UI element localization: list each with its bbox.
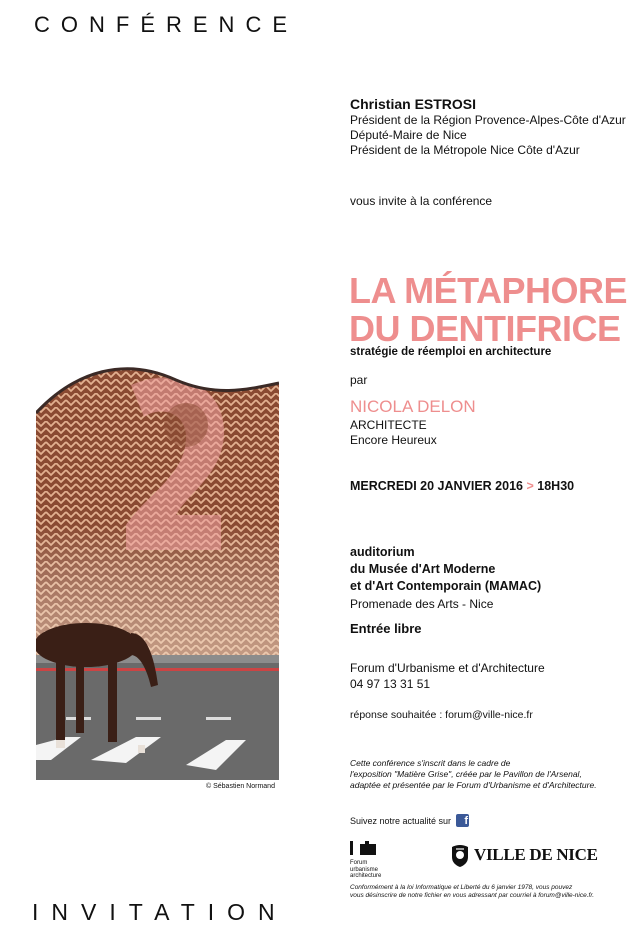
date-separator: > — [526, 479, 534, 493]
venue-address: Promenade des Arts - Nice — [350, 597, 494, 611]
legal-line-2: vous désinscrire de notre fichier en vous adressant par courriel à forum@ville-nice.fr. — [350, 892, 595, 899]
venue-block — [350, 544, 541, 595]
forum-logo — [350, 841, 390, 880]
host-block — [350, 95, 626, 158]
header-word-top: CONFÉRENCE — [34, 12, 299, 37]
note-line-1: Cette conférence s'inscrit dans le cadre de — [350, 758, 511, 768]
venue-line-1: auditorium — [350, 545, 415, 559]
invite-line: vous invite à la conférence — [350, 194, 493, 208]
forum-logo-line-3: architecture — [350, 873, 382, 879]
social-row — [350, 814, 469, 827]
forum-logo-line-1: Forum — [350, 860, 368, 866]
speaker-name: NICOLA DELON — [350, 397, 476, 416]
contact-org: Forum d'Urbanisme et d'Architecture — [350, 661, 545, 675]
title-line-2: DU DENTIFRICE — [349, 308, 621, 349]
facade-photo — [36, 365, 279, 780]
venue-line-2: du Musée d'Art Moderne — [350, 562, 496, 576]
host-title-2: Député-Maire de Nice — [350, 128, 467, 142]
legal-line-1: Conformément à la loi Informatique et Liberté du 6 janvier 1978, vous pouvez — [350, 884, 573, 891]
note-line-2: l'exposition "Matière Grise", créée par le Pavillon de l'Arsenal, — [350, 769, 582, 779]
city-logo-text: VILLE DE NICE — [474, 845, 598, 864]
social-label: Suivez notre actualité sur — [350, 815, 452, 826]
event-time: 18H30 — [537, 479, 575, 493]
host-title-3: Président de la Métropole Nice Côte d'Azur — [350, 143, 580, 157]
contact-phone: 04 97 13 31 51 — [350, 677, 431, 691]
speaker-firm: Encore Heureux — [350, 433, 437, 447]
conference-subtitle: stratégie de réemploi en architecture — [350, 346, 552, 358]
header-word-bottom: INVITATION — [32, 899, 288, 925]
exhibition-note — [350, 758, 597, 791]
schedule-line — [350, 479, 574, 493]
rsvp-line: réponse souhaitée : forum@ville-nice.fr — [350, 709, 533, 721]
facebook-icon[interactable]: f — [456, 814, 469, 827]
facade-photo-image — [36, 365, 279, 780]
title-line-1: LA MÉTAPHORE — [349, 270, 627, 311]
forum-logo-mark — [350, 841, 378, 855]
city-logo — [450, 843, 598, 867]
legal-note — [350, 884, 594, 900]
host-title-1: Président de la Région Provence-Alpes-Côte d'Azur — [350, 113, 626, 127]
city-crest-icon — [450, 843, 470, 867]
speaker-role: ARCHITECTE — [350, 418, 427, 432]
event-date: MERCREDI 20 JANVIER 2016 — [350, 479, 523, 493]
photo-credit: © Sébastien Normand — [206, 783, 275, 790]
note-line-3: adaptée et présentée par le Forum d'Urbanisme et d'Architecture. — [350, 780, 597, 790]
host-name: Christian ESTROSI — [350, 96, 477, 112]
entry-free: Entrée libre — [350, 621, 422, 636]
venue-line-3: et d'Art Contemporain (MAMAC) — [350, 579, 542, 593]
by-label: par — [350, 373, 368, 387]
forum-logo-line-2: urbanisme — [350, 866, 379, 873]
